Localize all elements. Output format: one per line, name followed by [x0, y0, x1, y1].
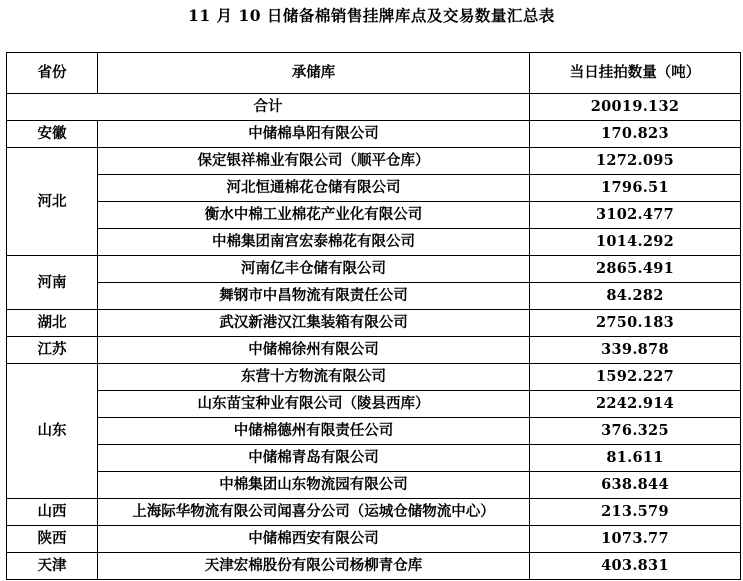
quantity-cell: 1073.77	[530, 526, 741, 553]
warehouse-cell: 河北恒通棉花仓储有限公司	[98, 175, 530, 202]
table-row	[7, 472, 741, 499]
quantity-cell: 2865.491	[530, 256, 741, 283]
total-value: 20019.132	[530, 94, 741, 121]
province-cell: 天津	[7, 553, 98, 580]
quantity-cell: 170.823	[530, 121, 741, 148]
province-cell: 河北	[7, 148, 98, 256]
table-row	[7, 526, 741, 553]
warehouse-cell: 山东苗宝种业有限公司（陵县西库）	[98, 391, 530, 418]
quantity-cell: 339.878	[530, 337, 741, 364]
quantity-cell: 1014.292	[530, 229, 741, 256]
quantity-cell: 213.579	[530, 499, 741, 526]
table-row	[7, 337, 741, 364]
table-row	[7, 310, 741, 337]
province-cell: 陕西	[7, 526, 98, 553]
quantity-cell: 376.325	[530, 418, 741, 445]
table-row	[7, 445, 741, 472]
table-row	[7, 256, 741, 283]
warehouse-cell: 中棉集团山东物流园有限公司	[98, 472, 530, 499]
quantity-cell: 403.831	[530, 553, 741, 580]
table-row	[7, 121, 741, 148]
total-row	[7, 94, 741, 121]
page-title: 11 月 10 日储备棉销售挂牌库点及交易数量汇总表	[188, 6, 555, 25]
table-row	[7, 229, 741, 256]
table-row	[7, 283, 741, 310]
quantity-cell: 3102.477	[530, 202, 741, 229]
quantity-cell: 1796.51	[530, 175, 741, 202]
summary-table	[6, 52, 741, 580]
warehouse-cell: 中储棉徐州有限公司	[98, 337, 530, 364]
warehouse-cell: 中储棉西安有限公司	[98, 526, 530, 553]
table-row	[7, 175, 741, 202]
warehouse-cell: 武汉新港汉江集装箱有限公司	[98, 310, 530, 337]
table-row	[7, 499, 741, 526]
quantity-cell: 1592.227	[530, 364, 741, 391]
table-row	[7, 418, 741, 445]
warehouse-cell: 衡水中棉工业棉花产业化有限公司	[98, 202, 530, 229]
total-label: 合计	[7, 94, 530, 121]
table-row	[7, 148, 741, 175]
header-quantity: 当日挂拍数量（吨）	[530, 53, 741, 94]
table-row	[7, 391, 741, 418]
warehouse-cell: 中储棉青岛有限公司	[98, 445, 530, 472]
table-row	[7, 364, 741, 391]
quantity-cell: 2750.183	[530, 310, 741, 337]
quantity-cell: 638.844	[530, 472, 741, 499]
warehouse-cell: 舞钢市中昌物流有限责任公司	[98, 283, 530, 310]
province-cell: 江苏	[7, 337, 98, 364]
warehouse-cell: 上海际华物流有限公司闻喜分公司（运城仓储物流中心）	[98, 499, 530, 526]
quantity-cell: 1272.095	[530, 148, 741, 175]
province-cell: 湖北	[7, 310, 98, 337]
province-cell: 安徽	[7, 121, 98, 148]
province-cell: 山东	[7, 364, 98, 499]
header-row	[7, 53, 741, 94]
table-row	[7, 553, 741, 580]
warehouse-cell: 中棉集团南宫宏泰棉花有限公司	[98, 229, 530, 256]
warehouse-cell: 中储棉德州有限责任公司	[98, 418, 530, 445]
quantity-cell: 84.282	[530, 283, 741, 310]
header-warehouse: 承储库	[98, 53, 530, 94]
warehouse-cell: 保定银祥棉业有限公司（顺平仓库）	[98, 148, 530, 175]
quantity-cell: 81.611	[530, 445, 741, 472]
warehouse-cell: 河南亿丰仓储有限公司	[98, 256, 530, 283]
header-province: 省份	[7, 53, 98, 94]
province-cell: 山西	[7, 499, 98, 526]
province-cell: 河南	[7, 256, 98, 310]
table-row	[7, 202, 741, 229]
warehouse-cell: 东营十方物流有限公司	[98, 364, 530, 391]
warehouse-cell: 天津宏棉股份有限公司杨柳青仓库	[98, 553, 530, 580]
warehouse-cell: 中储棉阜阳有限公司	[98, 121, 530, 148]
quantity-cell: 2242.914	[530, 391, 741, 418]
table-body	[7, 94, 741, 580]
